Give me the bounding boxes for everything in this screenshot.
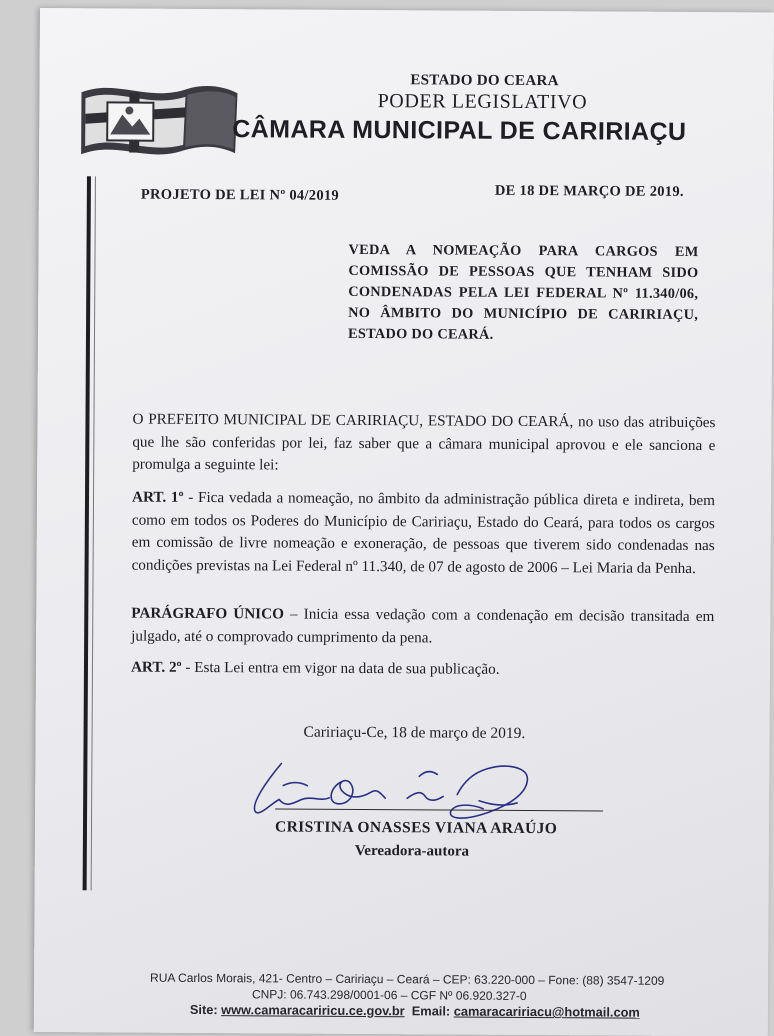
header-estado: ESTADO DO CEARA: [410, 72, 559, 90]
signer-role: Vereadora-autora: [354, 842, 470, 860]
paragrafo-unico-label: PARÁGRAFO ÚNICO: [131, 604, 284, 623]
article-1-label: ART. 1º: [131, 488, 184, 506]
footer-email-link[interactable]: camaracaririacu@hotmail.com: [453, 1003, 640, 1020]
footer-ids: CNPJ: 06.743.298/0001-06 – CGF Nº 06.920.327-0: [251, 987, 527, 1003]
ementa: VEDA A NOMEAÇÃO PARA CARGOS EM COMISSÃO DE PESSOAS QUE TENHAM SIDO CONDENADAS PELA LEI FEDERAL Nº 11.340/06, NO ÂMBITO DO MUNICÍPIO DE CARIRIAÇU, ESTADO DO CEARÁ.: [347, 241, 699, 343]
municipal-flag-emblem: [77, 74, 240, 167]
paragrafo-unico: [131, 603, 714, 652]
signer-name: CRISTINA ONASSES VIANA ARAÚJO: [274, 818, 558, 838]
article-2-label: ART. 2º: [130, 658, 182, 676]
footer-site-label: Site:: [189, 1001, 222, 1018]
header-poder: PODER LEGISLATIVO: [377, 90, 588, 114]
article-1: [132, 487, 716, 581]
place-date: Caririaçu-Ce, 18 de março de 2019.: [303, 723, 526, 742]
article-2: [131, 657, 714, 683]
footer-email-label: Email:: [404, 1003, 454, 1019]
article-2-text: - Esta Lei entra em vigor na data de sua publicação.: [181, 658, 500, 678]
footer-address: RUA Carlos Morais, 421- Centro – Caririaçu – Ceará – CEP: 63.220-000 – Fone: (88) 3547-1209: [150, 970, 665, 988]
document-page: [34, 8, 774, 1036]
footer-site-link[interactable]: www.camaracariricu.ce.gov.br: [221, 1002, 405, 1019]
paragrafo-unico-text: – Inicia essa vedação com a condenação em decisão transitada em julgado, até o comprovado cumprimento da pena.: [131, 605, 715, 646]
left-margin-rule: [83, 176, 91, 890]
article-1-text: - Fica vedada a nomeação, no âmbito da administração pública direta e indireta, bem como em todos os Poderes do Município de Caririaçu, Estado do Ceará, para todos os cargos em comissão de livre nomeação e exoneração, de pessoas que tiverem sido condenadas nas condições previstas na Lei Federal nº 11.340, de 07 de agosto de 2006 – Lei Maria da Penha.: [131, 488, 716, 577]
footer-contacts: [190, 1002, 640, 1020]
projeto-numero: PROJETO DE LEI Nº 04/2019: [140, 186, 340, 204]
left-margin-rule-thin: [91, 176, 96, 890]
header-camara: CÂMARA MUNICIPAL DE CARIRIAÇU: [232, 115, 687, 146]
intro-paragraph: O PREFEITO MUNICIPAL DE CARIRIAÇU, ESTADO DO CEARÁ, no uso das atribuições que lhe são conferidas por lei, faz saber que a câmara municipal aprovou e ele sanciona e promulga a seguinte lei:: [132, 410, 716, 474]
projeto-data: DE 18 DE MARÇO DE 2019.: [494, 182, 684, 200]
